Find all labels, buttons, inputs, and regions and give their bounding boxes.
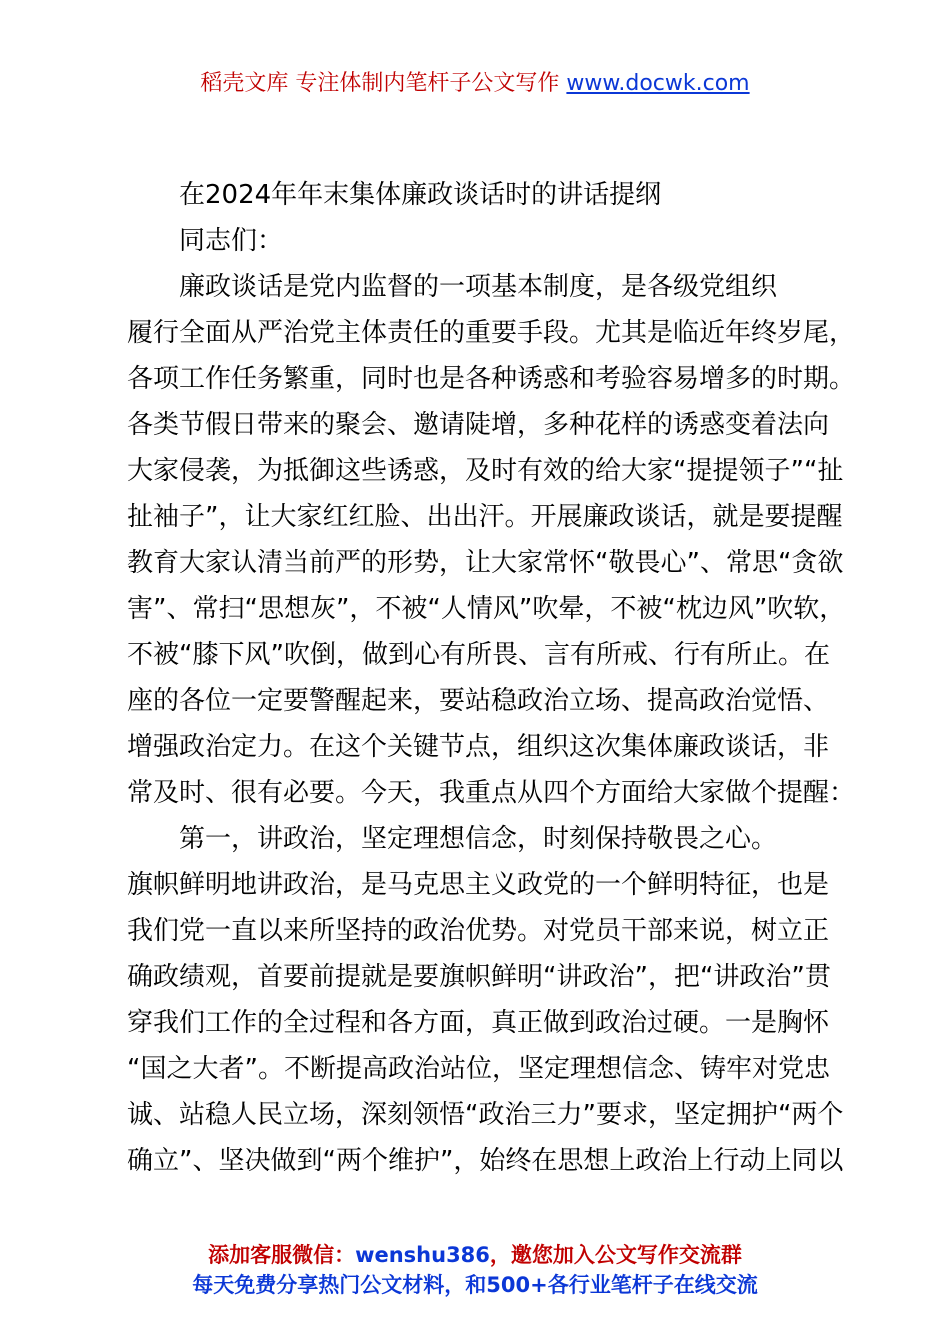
body-text-line: 穿我们工作的全过程和各方面，真正做到政治过硬。一是胸怀 <box>127 1008 830 1038</box>
header-brand-text: 稻壳文库 专注体制内笔杆子公文写作 <box>200 71 567 96</box>
body-text-line: 我们党一直以来所坚持的政治优势。对党员干部来说，树立正 <box>127 916 830 946</box>
footer-wechat-suffix: ，邀您加入公文写作交流群 <box>489 1243 742 1267</box>
body-text-line: “国之大者”。不断提高政治站位，坚定理想信念、铸牢对党忠 <box>127 1054 830 1084</box>
header-website-link[interactable]: www.docwk.com <box>566 71 750 96</box>
footer-wechat-id: wenshu386 <box>355 1243 490 1267</box>
body-text-line: 座的各位一定要警醒起来，要站稳政治立场、提高政治觉悟、 <box>127 686 830 716</box>
body-text-line: 常及时、很有必要。今天，我重点从四个方面给大家做个提醒： <box>127 778 856 808</box>
footer-share-line: 每天免费分享热门公文材料，和500+各行业笔杆子在线交流 <box>192 1273 758 1297</box>
document-body <box>127 172 856 1184</box>
body-text-line: 不被“膝下风”吹倒，做到心有所畏、言有所戒、行有所止。在 <box>127 640 830 670</box>
footer-wechat-line <box>0 1240 950 1270</box>
header-banner <box>0 68 950 100</box>
body-text-line: 大家侵袭，为抵御这些诱惑，及时有效的给大家“提提领子”“扯 <box>127 456 844 486</box>
body-text-line: 第一，讲政治，坚定理想信念，时刻保持敬畏之心。 <box>127 824 778 854</box>
paragraph-lines <box>127 264 856 1184</box>
body-text-line: 诚、站稳人民立场，深刻领悟“政治三力”要求，坚定拥护“两个 <box>127 1100 844 1130</box>
document-title: 在2024年年末集体廉政谈话时的讲话提纲 <box>179 180 662 210</box>
body-text-line: 确政绩观，首要前提就是要旗帜鲜明“讲政治”，把“讲政治”贯 <box>127 962 831 992</box>
body-text-line: 确立”、坚决做到“两个维护”，始终在思想上政治上行动上同以 <box>127 1146 844 1176</box>
body-text-line: 教育大家认清当前严的形势，让大家常怀“敬畏心”、常思“贪欲 <box>127 548 844 578</box>
body-text-line: 履行全面从严治党主体责任的重要手段。尤其是临近年终岁尾， <box>127 318 856 348</box>
body-text-line: 各项工作任务繁重，同时也是各种诱惑和考验容易增多的时期。 <box>127 364 856 394</box>
salutation: 同志们： <box>179 226 284 256</box>
body-text-line: 扯袖子”，让大家红红脸、出出汗。开展廉政谈话，就是要提醒 <box>127 502 843 532</box>
body-text-line: 各类节假日带来的聚会、邀请陡增，多种花样的诱惑变着法向 <box>127 410 830 440</box>
body-text-line: 害”、常扫“思想灰”，不被“人情风”吹晕，不被“枕边风”吹软， <box>127 594 846 624</box>
footer-wechat-prefix: 添加客服微信： <box>208 1243 356 1267</box>
body-text-line: 廉政谈话是党内监督的一项基本制度，是各级党组织 <box>127 272 778 302</box>
body-text-line: 旗帜鲜明地讲政治，是马克思主义政党的一个鲜明特征，也是 <box>127 870 830 900</box>
body-text-line: 增强政治定力。在这个关键节点，组织这次集体廉政谈话，非 <box>127 732 830 762</box>
